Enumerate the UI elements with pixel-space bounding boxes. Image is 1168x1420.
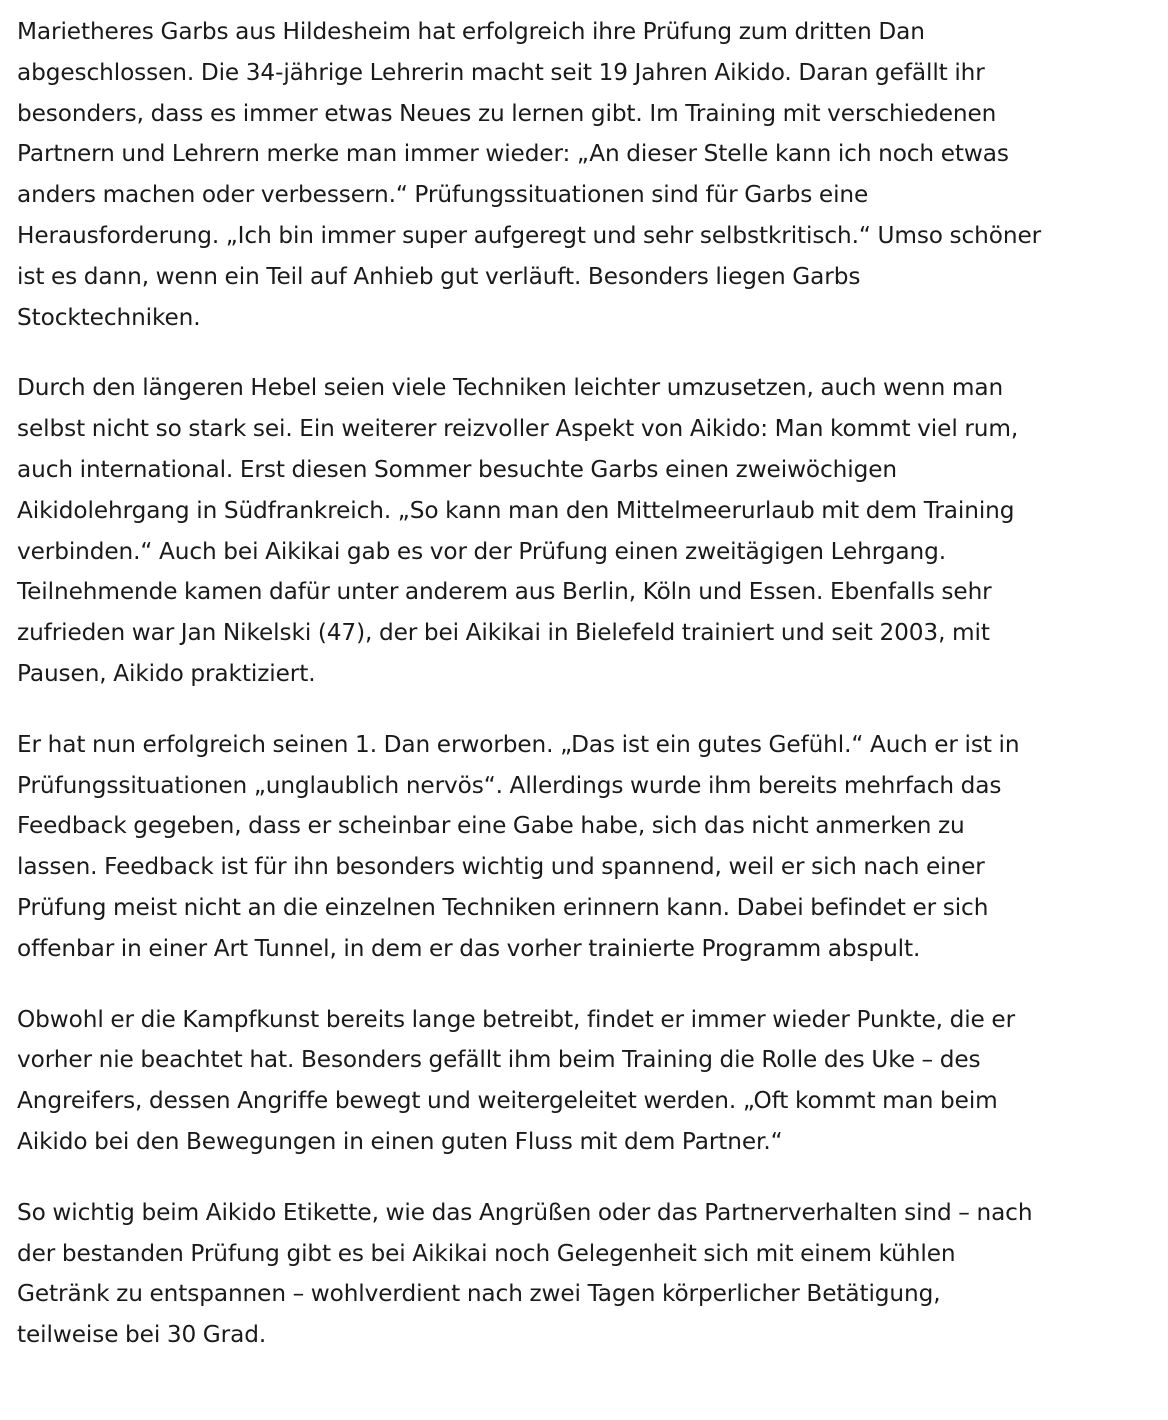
- text-line: Durch den längeren Hebel seien viele Techniken leichter umzusetzen, auch wenn man: [17, 374, 1004, 402]
- text-line: abgeschlossen. Die 34-jährige Lehrerin macht seit 19 Jahren Aikido. Daran gefällt ihr: [17, 58, 985, 86]
- text-line: Herausforderung. „Ich bin immer super aufgeregt und sehr selbstkritisch.“ Umso schöner: [17, 221, 1042, 249]
- paragraph: [17, 725, 1157, 970]
- text-line: anders machen oder verbessern.“ Prüfungssituationen sind für Garbs eine: [17, 181, 869, 209]
- text-line: verbinden.“ Auch bei Aikikai gab es vor der Prüfung einen zweitägigen Lehrgang.: [17, 537, 946, 565]
- text-line: teilweise bei 30 Grad.: [17, 1321, 267, 1349]
- text-line: ist es dann, wenn ein Teil auf Anhieb gut verläuft. Besonders liegen Garbs: [17, 262, 861, 290]
- text-line: der bestanden Prüfung gibt es bei Aikikai noch Gelegenheit sich mit einem kühlen: [17, 1239, 956, 1267]
- text-line: Teilnehmende kamen dafür unter anderem aus Berlin, Köln und Essen. Ebenfalls sehr: [17, 578, 992, 606]
- text-line: offenbar in einer Art Tunnel, in dem er das vorher trainierte Programm abspult.: [17, 934, 921, 962]
- text-line: Prüfung meist nicht an die einzelnen Techniken erinnern kann. Dabei befindet er sich: [17, 893, 989, 921]
- text-line: selbst nicht so stark sei. Ein weiterer reizvoller Aspekt von Aikido: Man kommt viel rum,: [17, 415, 1019, 443]
- text-line: Angreifers, dessen Angriffe bewegt und weitergeleitet werden. „Oft kommt man beim: [17, 1087, 998, 1115]
- text-line: Marietheres Garbs aus Hildesheim hat erfolgreich ihre Prüfung zum dritten Dan: [17, 18, 925, 45]
- text-line: Getränk zu entspannen – wohlverdient nach zwei Tagen körperlicher Betätigung,: [17, 1280, 941, 1308]
- text-line: besonders, dass es immer etwas Neues zu lernen gibt. Im Training mit verschiedenen: [17, 99, 997, 127]
- text-line: Stocktechniken.: [17, 303, 201, 331]
- paragraph: [17, 1193, 1157, 1356]
- text-line: Aikido bei den Bewegungen in einen guten Fluss mit dem Partner.“: [17, 1127, 783, 1155]
- text-line: Feedback gegeben, dass er scheinbar eine Gabe habe, sich das nicht anmerken zu: [17, 812, 965, 840]
- paragraph: [17, 368, 1157, 694]
- article-body: [17, 12, 1157, 1386]
- text-line: Partnern und Lehrern merke man immer wieder: „An dieser Stelle kann ich noch etwas: [17, 140, 1009, 168]
- paragraph: [17, 1000, 1157, 1163]
- text-line: auch international. Erst diesen Sommer besuchte Garbs einen zweiwöchigen: [17, 455, 897, 483]
- paragraph: [17, 12, 1157, 338]
- text-line: Pausen, Aikido praktiziert.: [17, 659, 316, 687]
- text-line: Prüfungssituationen „unglaublich nervös“. Allerdings wurde ihm bereits mehrfach das: [17, 771, 1002, 799]
- text-line: zufrieden war Jan Nikelski (47), der bei Aikikai in Bielefeld trainiert und seit 2003, mit: [17, 619, 990, 647]
- text-line: lassen. Feedback ist für ihn besonders wichtig und spannend, weil er sich nach einer: [17, 853, 985, 881]
- text-line: Er hat nun erfolgreich seinen 1. Dan erworben. „Das ist ein gutes Gefühl.“ Auch er ist in: [17, 730, 1020, 758]
- text-line: Aikidolehrgang in Südfrankreich. „So kann man den Mittelmeerurlaub mit dem Training: [17, 496, 1015, 524]
- text-line: vorher nie beachtet hat. Besonders gefällt ihm beim Training die Rolle des Uke – des: [17, 1046, 981, 1074]
- text-line: Obwohl er die Kampfkunst bereits lange betreibt, findet er immer wieder Punkte, die er: [17, 1005, 1015, 1033]
- text-line: So wichtig beim Aikido Etikette, wie das Angrüßen oder das Partnerverhalten sind – nach: [17, 1198, 1033, 1226]
